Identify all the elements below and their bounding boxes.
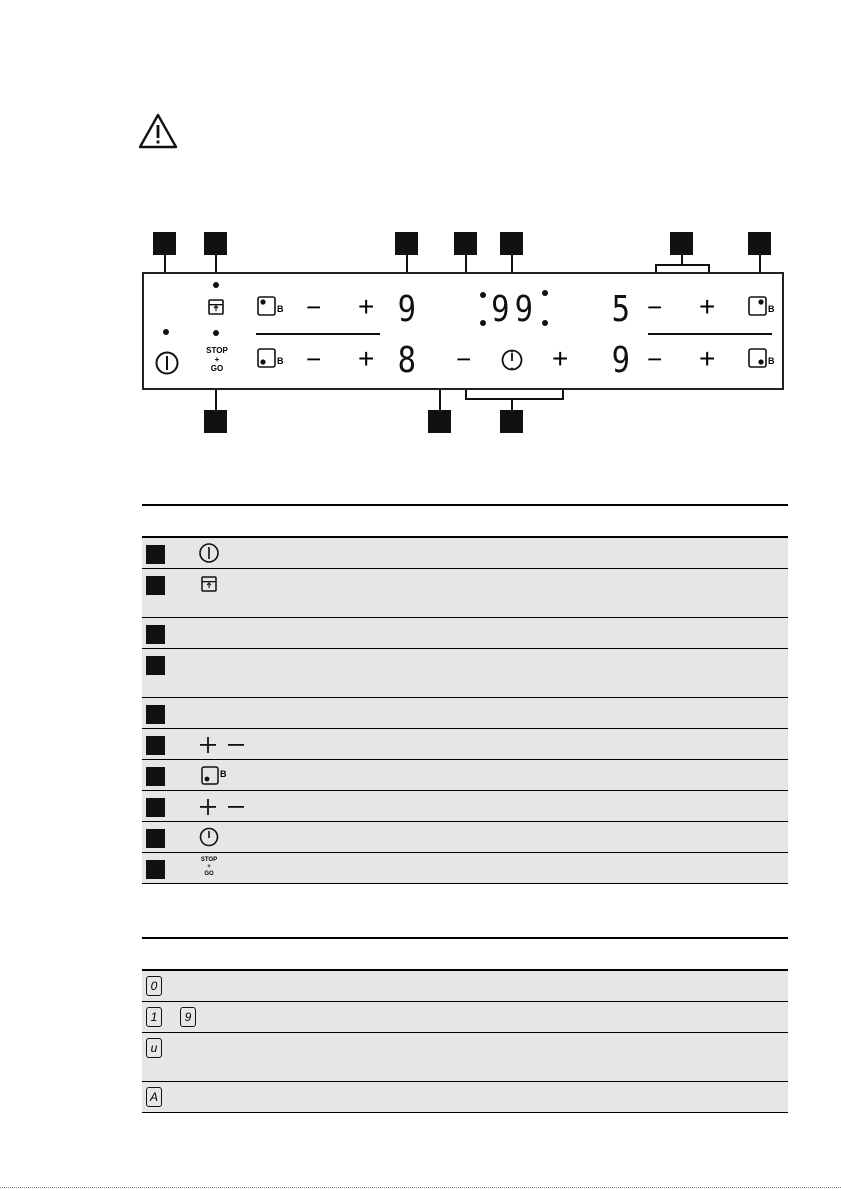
table-row bbox=[142, 853, 788, 884]
timer-minus-button[interactable]: − bbox=[456, 344, 472, 374]
table-row bbox=[142, 971, 788, 1002]
zone-plus-button[interactable]: + bbox=[699, 343, 716, 374]
callout-marker bbox=[748, 232, 771, 255]
zone-level-display: 5 bbox=[611, 289, 631, 330]
zone-level-display: 9 bbox=[397, 289, 417, 330]
callout-marker bbox=[204, 410, 227, 433]
zone-plus-button[interactable]: + bbox=[699, 291, 716, 322]
zone-plus-button[interactable]: + bbox=[358, 291, 375, 322]
stop-go-icon: STOP + GO bbox=[200, 857, 218, 877]
callout-marker bbox=[204, 232, 227, 255]
table-row bbox=[142, 1002, 788, 1033]
table-row bbox=[142, 618, 788, 649]
zone-minus-button[interactable]: − bbox=[306, 292, 322, 322]
callout-marker bbox=[454, 232, 477, 255]
zone-minus-button[interactable]: − bbox=[306, 344, 322, 374]
lock-icon bbox=[201, 576, 217, 592]
display-glyph-icon: 1 bbox=[146, 1007, 162, 1027]
display-glyph-icon: 0 bbox=[146, 976, 162, 996]
lock-icon[interactable] bbox=[208, 299, 224, 315]
plus-minus-icon bbox=[198, 735, 248, 755]
zone-level-display: 9 bbox=[611, 340, 631, 381]
callout-marker bbox=[670, 232, 693, 255]
table-row bbox=[142, 649, 788, 698]
callout-marker bbox=[428, 410, 451, 433]
power-icon bbox=[198, 542, 220, 564]
callout-marker bbox=[500, 410, 523, 433]
timer-icon bbox=[198, 826, 220, 848]
display-indications-table bbox=[142, 937, 788, 1113]
table-row bbox=[142, 1033, 788, 1082]
display-glyph-icon: A bbox=[146, 1087, 162, 1107]
stop-go-button[interactable]: STOP + GO bbox=[206, 346, 228, 373]
display-glyph-icon: u bbox=[146, 1038, 162, 1058]
power-icon[interactable] bbox=[154, 350, 180, 376]
callout-marker bbox=[153, 232, 176, 255]
table-row: B bbox=[142, 760, 788, 791]
zone-minus-button[interactable]: − bbox=[647, 292, 663, 322]
timer-plus-button[interactable]: + bbox=[552, 343, 569, 374]
plus-minus-icon bbox=[198, 797, 248, 817]
hob-control-panel: STOP + GO B − + 9 B − + 8 99 − + 5 − + B 9 − + B bbox=[142, 272, 784, 390]
callout-marker bbox=[500, 232, 523, 255]
table-row bbox=[142, 729, 788, 760]
warning-icon bbox=[137, 112, 179, 150]
page-bottom-rule bbox=[0, 1187, 841, 1188]
table-row bbox=[142, 822, 788, 853]
zone-minus-button[interactable]: − bbox=[647, 344, 663, 374]
callout-marker bbox=[395, 232, 418, 255]
zone-level-display: 8 bbox=[397, 340, 417, 381]
timer-display: 99 bbox=[491, 289, 539, 330]
timer-icon[interactable] bbox=[500, 348, 524, 372]
sensor-field-table bbox=[142, 504, 788, 884]
table-row bbox=[142, 1082, 788, 1113]
table-row bbox=[142, 698, 788, 729]
table-row bbox=[142, 791, 788, 822]
display-glyph-icon: 9 bbox=[180, 1007, 196, 1027]
zone-plus-button[interactable]: + bbox=[358, 343, 375, 374]
table-row bbox=[142, 569, 788, 618]
table-row bbox=[142, 538, 788, 569]
